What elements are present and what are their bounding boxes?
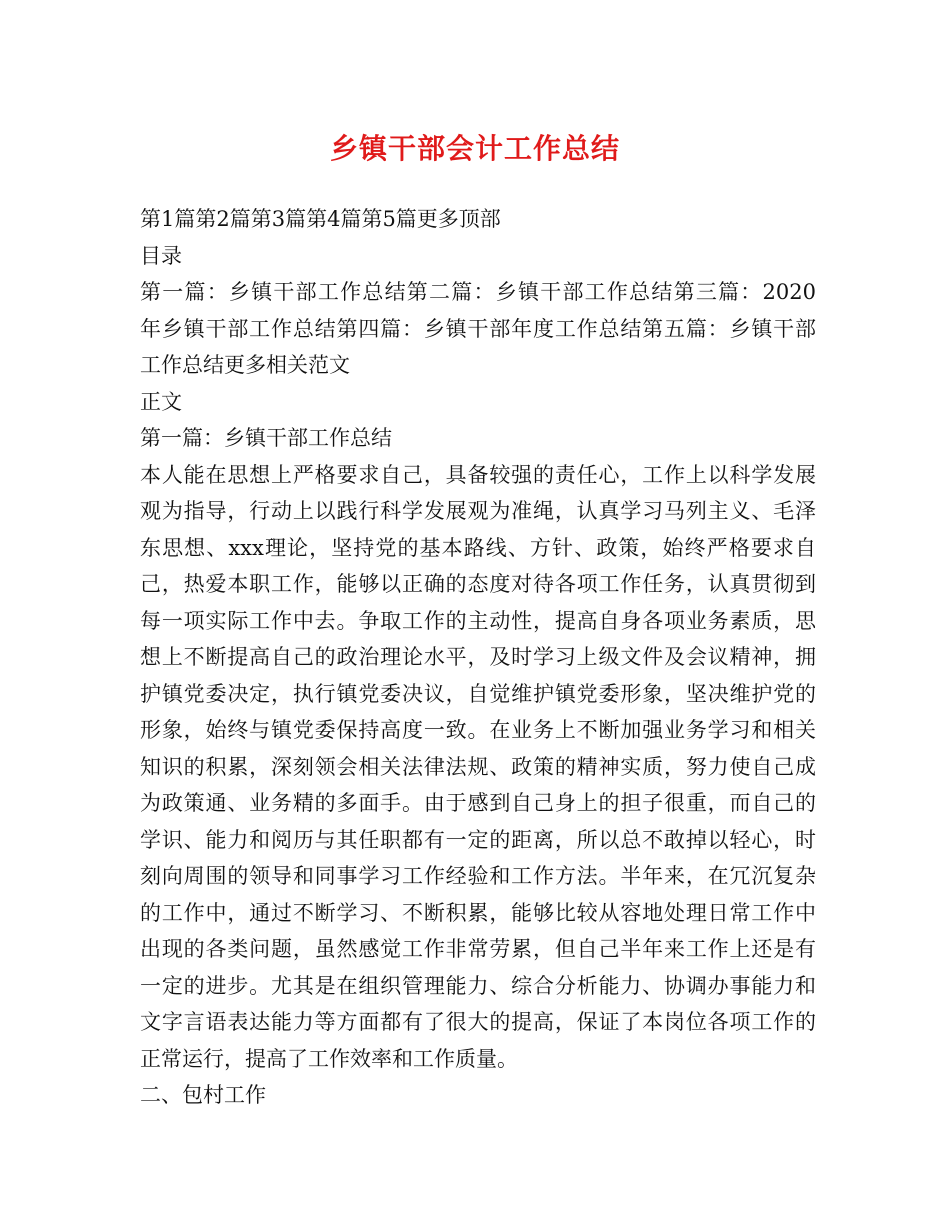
document-title: 乡镇干部会计工作总结 [329, 132, 620, 165]
paragraph-line: 护镇党委决定，执行镇党委决议，自觉维护镇党委形象，坚决维护党的 [140, 681, 816, 706]
toc-line: 工作总结更多相关范文 [140, 353, 350, 377]
paragraph-line: 东思想、xxx理论，坚持党的基本路线、方针、政策，始终严格要求自 [140, 535, 816, 560]
paragraph-line: 想上不断提高自己的政治理论水平，及时学习上级文件及会议精神，拥 [140, 645, 816, 669]
paragraph-line: 观为指导，行动上以践行科学发展观为准绳，认真学习马列主义、毛泽 [140, 499, 816, 523]
paragraph-line: 刻向周围的领导和同事学习工作经验和工作方法。半年来，在冗沉复杂 [140, 864, 816, 888]
paragraph-line: 学识、能力和阅历与其任职都有一定的距离，所以总不敢掉以轻心，时 [140, 827, 816, 852]
paragraph-line: 的工作中，通过不断学习、不断积累，能够比较从容地处理日常工作中 [140, 900, 816, 925]
toc-line: 第一篇：乡镇干部工作总结第二篇：乡镇干部工作总结第三篇：2020 [140, 280, 816, 304]
section-heading: 二、包村工作 [140, 1083, 266, 1107]
paragraph-line: 知识的积累，深刻领会相关法律法规、政策的精神实质，努力使自己成 [140, 754, 816, 779]
paragraph-line: 正常运行，提高了工作效率和工作质量。 [140, 1046, 518, 1071]
paragraph-line: 己，热爱本职工作，能够以正确的态度对待各项工作任务，认真贯彻到 [140, 572, 816, 596]
toc-heading: 目录 [140, 243, 182, 268]
paragraph-line: 形象，始终与镇党委保持高度一致。在业务上不断加强业务学习和相关 [140, 718, 816, 742]
toc-line: 年乡镇干部工作总结第四篇：乡镇干部年度工作总结第五篇：乡镇干部 [140, 316, 816, 341]
paragraph-line: 出现的各类问题，虽然感觉工作非常劳累，但自己半年来工作上还是有 [140, 937, 816, 961]
body-heading: 正文 [140, 389, 182, 414]
paragraph-line: 一定的进步。尤其是在组织管理能力、综合分析能力、协调办事能力和 [140, 973, 816, 998]
document-body [140, 201, 816, 1114]
chapter-nav-line: 第1篇第2篇第3篇第4篇第5篇更多顶部 [140, 207, 501, 231]
paragraph-line: 为政策通、业务精的多面手。由于感到自己身上的担子很重，而自己的 [140, 791, 816, 815]
paragraph-line: 文字言语表达能力等方面都有了很大的提高，保证了本岗位各项工作的 [140, 1010, 816, 1034]
paragraph-line: 本人能在思想上严格要求自己，具备较强的责任心，工作上以科学发展 [140, 462, 816, 487]
section-heading: 第一篇：乡镇干部工作总结 [140, 426, 392, 450]
paragraph-line: 每一项实际工作中去。争取工作的主动性，提高自身各项业务素质，思 [140, 608, 816, 633]
